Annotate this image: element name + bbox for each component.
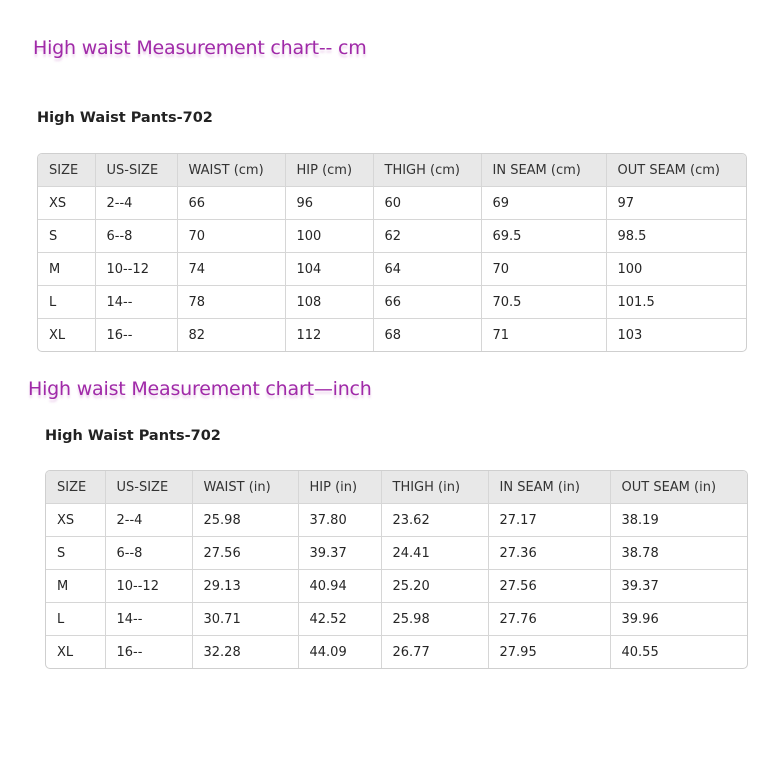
table-row [46,603,747,636]
cell-hip: 112 [285,319,373,352]
cell-waist: 66 [177,187,285,220]
cell-us-size: 16-- [95,319,177,352]
cell-in-seam: 27.56 [488,570,610,603]
header-us-size: US-SIZE [95,154,177,187]
cell-hip: 39.37 [298,537,381,570]
cell-size: L [38,286,95,319]
cell-thigh: 60 [373,187,481,220]
header-size: SIZE [38,154,95,187]
inch-chart-subtitle: High Waist Pants-702 [45,428,221,444]
cell-size: S [46,537,105,570]
cell-waist: 78 [177,286,285,319]
header-in-seam: IN SEAM (in) [488,471,610,504]
header-thigh: THIGH (cm) [373,154,481,187]
header-in-seam: IN SEAM (cm) [481,154,606,187]
cell-thigh: 25.98 [381,603,488,636]
cell-size: S [38,220,95,253]
cell-us-size: 14-- [105,603,192,636]
cell-hip: 100 [285,220,373,253]
cell-us-size: 2--4 [105,504,192,537]
cell-us-size: 2--4 [95,187,177,220]
table-header-row [46,471,747,504]
cell-out-seam: 38.78 [610,537,747,570]
cell-out-seam: 98.5 [606,220,746,253]
cell-thigh: 23.62 [381,504,488,537]
cell-thigh: 66 [373,286,481,319]
cell-in-seam: 27.95 [488,636,610,669]
cell-waist: 32.28 [192,636,298,669]
table-header-row [38,154,746,187]
cell-waist: 27.56 [192,537,298,570]
header-out-seam: OUT SEAM (in) [610,471,747,504]
header-waist: WAIST (in) [192,471,298,504]
cell-out-seam: 103 [617,327,643,343]
cell-thigh: 64 [373,253,481,286]
table-row [46,636,747,669]
cell-thigh: 26.77 [381,636,488,669]
cell-waist: 74 [177,253,285,286]
cell-thigh: 68 [373,319,481,352]
cell-in-seam: 27.17 [488,504,610,537]
inch-size-table [45,470,748,669]
cell-in-seam: 69 [481,187,606,220]
inch-chart-title: High waist Measurement chart—inch [28,378,372,400]
header-hip: HIP (cm) [285,154,373,187]
cell-size: XL [46,636,105,669]
cell-hip: 96 [285,187,373,220]
header-thigh: THIGH (in) [381,471,488,504]
cell-us-size: 14-- [95,286,177,319]
cell-us-size: 6--8 [105,537,192,570]
cell-hip: 42.52 [298,603,381,636]
cell-us-size: 16-- [105,636,192,669]
table-row [38,319,746,352]
table-row [46,504,747,537]
cell-in-seam: 71 [481,319,606,352]
cell-out-seam: 40.55 [621,644,659,660]
header-size: SIZE [46,471,105,504]
cell-size: XS [46,504,105,537]
cell-in-seam: 27.76 [488,603,610,636]
table-row [46,570,747,603]
cell-in-seam: 69.5 [481,220,606,253]
cell-in-seam: 27.36 [488,537,610,570]
cell-hip: 44.09 [298,636,381,669]
cell-hip: 108 [285,286,373,319]
cell-out-seam: 39.37 [610,570,747,603]
header-waist: WAIST (cm) [177,154,285,187]
cell-hip: 104 [285,253,373,286]
cell-us-size: 6--8 [95,220,177,253]
cell-out-seam: 101.5 [606,286,746,319]
cell-waist: 70 [177,220,285,253]
cell-in-seam: 70.5 [481,286,606,319]
cell-thigh: 62 [373,220,481,253]
table-row [38,253,746,286]
cell-size: XS [38,187,95,220]
header-out-seam: OUT SEAM (cm) [606,154,746,187]
cell-hip: 40.94 [298,570,381,603]
cm-chart-title: High waist Measurement chart-- cm [33,37,367,59]
cell-out-seam: 100 [606,253,746,286]
cell-size: L [46,603,105,636]
header-us-size: US-SIZE [105,471,192,504]
cell-waist: 82 [177,319,285,352]
table-row [46,537,747,570]
cell-us-size: 10--12 [95,253,177,286]
cell-size: M [38,253,95,286]
table-row [38,286,746,319]
cm-size-table [37,153,747,352]
table-row [38,187,746,220]
cell-waist: 25.98 [192,504,298,537]
cm-chart-subtitle: High Waist Pants-702 [37,110,213,126]
cell-out-seam: 39.96 [610,603,747,636]
cell-out-seam: 97 [606,187,746,220]
cell-waist: 29.13 [192,570,298,603]
table-row [38,220,746,253]
cell-thigh: 24.41 [381,537,488,570]
header-hip: HIP (in) [298,471,381,504]
cell-size: M [46,570,105,603]
cell-us-size: 10--12 [105,570,192,603]
cell-waist: 30.71 [192,603,298,636]
cell-thigh: 25.20 [381,570,488,603]
cell-out-seam: 38.19 [610,504,747,537]
cell-in-seam: 70 [481,253,606,286]
cell-size: XL [38,319,95,352]
cell-hip: 37.80 [298,504,381,537]
